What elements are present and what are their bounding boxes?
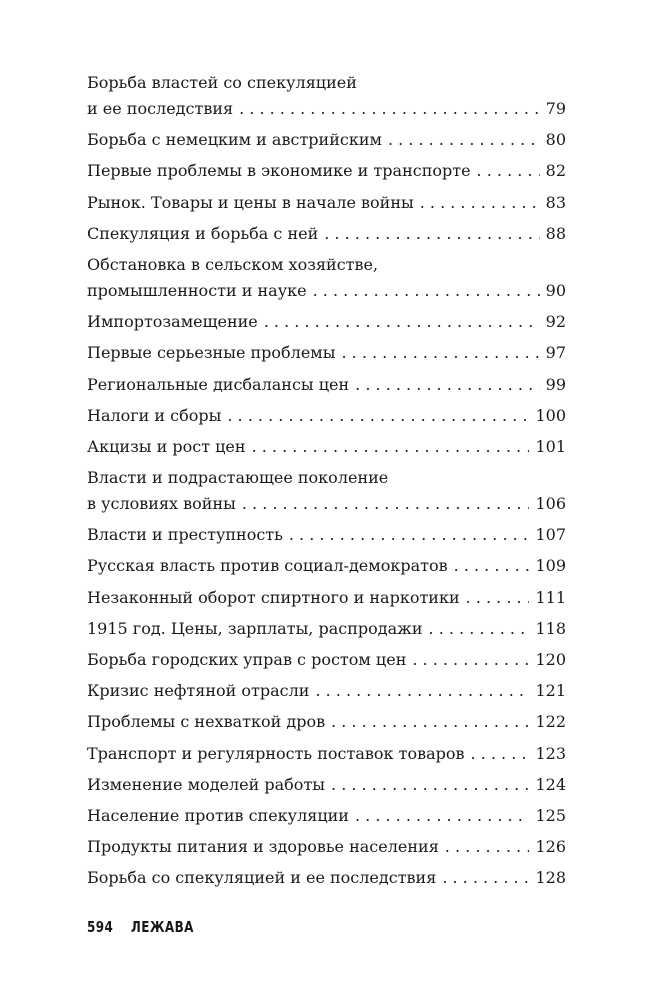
page-footer: [87, 918, 211, 936]
toc-entry-line: [87, 522, 566, 548]
toc-page-number: 109: [535, 556, 566, 576]
toc-entry-line: [87, 221, 566, 247]
toc-entry-title: Рынок. Товары и цены в начале войны: [87, 192, 414, 212]
toc-entry-title: Региональные дисбалансы цен: [87, 374, 350, 394]
toc-entry-title: Первые серьезные проблемы: [87, 343, 336, 363]
toc-entry-line: [87, 834, 566, 860]
toc-entry[interactable]: [87, 465, 566, 517]
toc-entry-title: и ее последствия: [87, 99, 234, 118]
toc-entry[interactable]: [87, 553, 566, 579]
toc-entry[interactable]: [87, 709, 566, 735]
toc-entry-title: Первые проблемы в экономике и транспорте: [87, 161, 471, 181]
dot-leader: [313, 278, 540, 304]
toc-entry-line: [87, 741, 566, 767]
toc-entry[interactable]: [87, 340, 566, 366]
toc-page-number: 90: [545, 280, 566, 300]
toc-entry[interactable]: [87, 252, 566, 304]
toc-entry-line: [87, 70, 566, 96]
toc-entry[interactable]: [87, 70, 566, 122]
toc-entry-title: промышленности и науке: [87, 280, 307, 300]
toc-entry-title: Незаконный оборот спиртного и наркотики: [87, 587, 460, 607]
toc-entry-title: Русская власть против социал-демократов: [87, 556, 448, 576]
dot-leader: [315, 678, 529, 704]
dot-leader: [445, 834, 530, 860]
toc-entry-line: [87, 372, 566, 398]
toc-page-number: 121: [535, 681, 566, 701]
toc-entry-title: Налоги и сборы: [87, 405, 222, 425]
toc-page-number: 92: [545, 312, 566, 332]
dot-leader: [331, 709, 529, 735]
toc-entry[interactable]: [87, 616, 566, 642]
toc-entry[interactable]: [87, 522, 566, 548]
dot-leader: [420, 190, 540, 216]
toc-entry-line: [87, 340, 566, 366]
toc-entry[interactable]: [87, 741, 566, 767]
toc-entry-title: Проблемы с нехваткой дров: [87, 712, 326, 732]
toc-page-number: 126: [535, 837, 566, 857]
toc-page-number: 106: [535, 494, 566, 514]
toc-entry-title: Транспорт и регулярность поставок товаров: [87, 743, 465, 763]
toc-entry[interactable]: [87, 403, 566, 429]
toc-page-number: 118: [535, 618, 566, 638]
toc-entry-line: [87, 709, 566, 735]
toc-page-number: 83: [545, 192, 566, 212]
toc-entry[interactable]: [87, 190, 566, 216]
toc-page-number: 122: [535, 712, 566, 732]
dot-leader: [442, 865, 529, 891]
toc-entry-title: Акцизы и рост цен: [87, 436, 246, 456]
dot-leader: [429, 616, 530, 642]
toc-page-number: 79: [545, 99, 566, 118]
toc-entry[interactable]: [87, 221, 566, 247]
dot-leader: [388, 127, 540, 153]
toc-entry-line: [87, 585, 566, 611]
toc-page-number: 101: [535, 436, 566, 456]
toc-entry[interactable]: [87, 772, 566, 798]
dot-leader: [242, 491, 530, 517]
toc-entry-line: [87, 647, 566, 673]
toc-entry-line: [87, 491, 566, 517]
dot-leader: [454, 553, 530, 579]
dot-leader: [341, 340, 539, 366]
toc-page-number: 123: [535, 743, 566, 763]
dot-leader: [324, 221, 539, 247]
dot-leader: [227, 403, 529, 429]
toc-page-number: 88: [545, 223, 566, 243]
toc-entry-line: [87, 278, 566, 304]
toc-entry-title: Спекуляция и борьба с ней: [87, 223, 319, 243]
toc-entry[interactable]: [87, 647, 566, 673]
toc-entry[interactable]: [87, 834, 566, 860]
toc-entry[interactable]: [87, 309, 566, 335]
dot-leader: [289, 522, 530, 548]
table-of-contents: [87, 70, 566, 897]
toc-entry-title: Борьба со спекуляцией и ее последствия: [87, 868, 437, 888]
toc-page-number: 111: [535, 587, 566, 607]
toc-page-number: 99: [545, 374, 566, 394]
toc-entry-title: Обстановка в сельском хозяйстве,: [87, 254, 379, 274]
toc-entry-title: Импортозамещение: [87, 312, 258, 332]
toc-entry-title: в условиях войны: [87, 494, 236, 514]
toc-page-number: 125: [535, 805, 566, 825]
toc-page-number: 107: [535, 525, 566, 545]
toc-entry-title: Власти и преступность: [87, 525, 283, 545]
toc-entry-title: Борьба властей со спекуляцией: [87, 73, 357, 92]
toc-entry-line: [87, 865, 566, 891]
toc-entry-line: [87, 309, 566, 335]
running-head-author: ЛЕЖАВА: [130, 918, 194, 936]
toc-entry-line: [87, 96, 566, 122]
toc-entry-title: Борьба городских управ с ростом цен: [87, 650, 407, 669]
toc-entry-title: Продукты питания и здоровье населения: [87, 837, 439, 857]
toc-entry-title: Кризис нефтяной отрасли: [87, 681, 310, 701]
toc-entry-title: Изменение моделей работы: [87, 774, 326, 794]
toc-entry-title: Население против спекуляции: [87, 805, 349, 825]
dot-leader: [471, 741, 530, 767]
toc-entry-line: [87, 803, 566, 829]
dot-leader: [331, 772, 529, 798]
toc-entry-line: [87, 616, 566, 642]
toc-page-number: 97: [545, 343, 566, 363]
toc-entry-line: [87, 127, 566, 153]
toc-entry-line: [87, 252, 566, 278]
toc-entry[interactable]: [87, 372, 566, 398]
toc-page-number: 120: [535, 650, 566, 669]
toc-page-number: 80: [545, 130, 566, 150]
toc-entry-title: Власти и подрастающее поколение: [87, 468, 389, 488]
toc-entry[interactable]: [87, 678, 566, 704]
toc-page-number: 82: [545, 161, 566, 181]
toc-entry[interactable]: [87, 865, 566, 891]
toc-entry[interactable]: [87, 803, 566, 829]
dot-leader: [252, 434, 530, 460]
toc-entry[interactable]: [87, 127, 566, 153]
toc-page-number: 124: [535, 774, 566, 794]
dot-leader: [477, 158, 540, 184]
dot-leader: [412, 647, 529, 673]
dot-leader: [264, 309, 540, 335]
toc-entry[interactable]: [87, 434, 566, 460]
dot-leader: [239, 96, 540, 122]
toc-entry-line: [87, 772, 566, 798]
toc-page-number: 100: [535, 405, 566, 425]
toc-entry-title: Борьба с немецким и австрийским: [87, 130, 382, 150]
toc-entry-line: [87, 465, 566, 491]
toc-entry-title: 1915 год. Цены, зарплаты, распродажи: [87, 618, 423, 638]
dot-leader: [355, 372, 539, 398]
toc-entry-line: [87, 403, 566, 429]
toc-entry-line: [87, 190, 566, 216]
page-number: 594: [87, 918, 114, 936]
toc-entry-line: [87, 553, 566, 579]
toc-entry-line: [87, 434, 566, 460]
toc-page-number: 128: [535, 868, 566, 888]
toc-entry-line: [87, 678, 566, 704]
toc-entry[interactable]: [87, 585, 566, 611]
toc-entry-line: [87, 158, 566, 184]
toc-entry[interactable]: [87, 158, 566, 184]
dot-leader: [466, 585, 530, 611]
dot-leader: [355, 803, 529, 829]
